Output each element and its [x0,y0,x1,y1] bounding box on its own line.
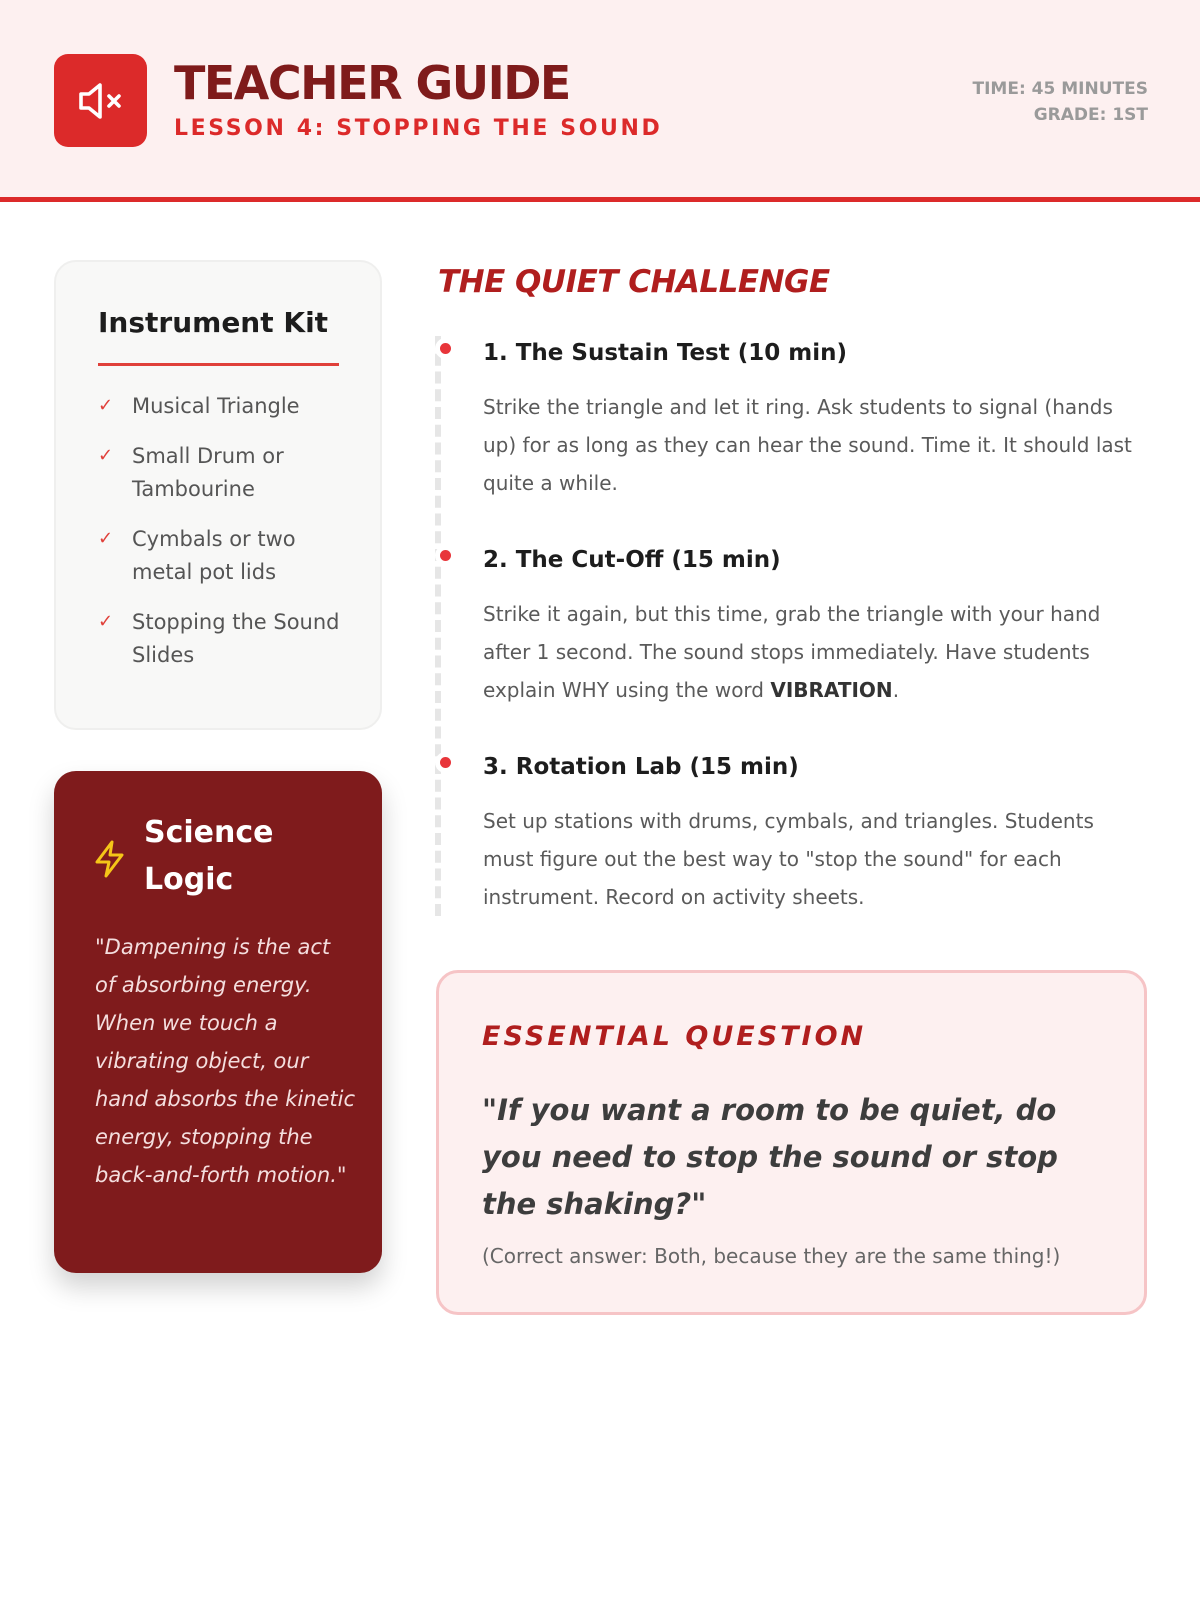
check-icon: ✓ [98,445,114,466]
timeline-dot [435,338,456,359]
essential-question-label: ESSENTIAL QUESTION [482,1021,867,1052]
check-icon: ✓ [98,395,114,416]
emphasis-word: VIBRATION [770,678,893,702]
logo [54,54,147,147]
step-body-text: Strike it again, but this time, grab the triangle with your hand after 1 second. The sound stops immediately. Have students explain WHY using the word [483,602,1101,702]
kit-item [98,523,348,589]
science-logic-card [54,771,382,1273]
lesson-subtitle: LESSON 4: STOPPING THE SOUND [174,116,663,141]
header [0,0,1200,202]
step-body: Strike the triangle and let it ring. Ask students to signal (hands up) for as long as they can hear the sound. Time it. It should last quite a while. [483,395,1132,495]
timeline-dot [435,545,456,566]
kit-divider [98,363,339,366]
step-body [483,595,1143,709]
instrument-kit-card [54,260,382,730]
essential-question-answer: (Correct answer: Both, because they are the same thing!) [482,1244,1061,1268]
page-title: TEACHER GUIDE [174,56,570,110]
grade-label: GRADE: 1ST [1033,105,1148,125]
science-logic-title: Science Logic [144,815,274,897]
kit-list [98,390,348,689]
step-title: 1. The Sustain Test (10 min) [483,340,848,366]
kit-item [98,440,348,506]
essential-question-text: "If you want a room to be quiet, do you need to stop the sound or stop the shaking?" [482,1093,1058,1221]
kit-item [98,606,348,672]
check-icon: ✓ [98,528,114,549]
kit-item-label: Small Drum or Tambourine [132,444,284,501]
check-icon: ✓ [98,611,114,632]
kit-title: Instrument Kit [98,306,329,339]
essential-question-card [436,970,1147,1315]
kit-item-label: Musical Triangle [132,394,300,418]
step-body-end: . [892,678,900,702]
step-body: Set up stations with drums, cymbals, and triangles. Students must figure out the best way to "stop the sound" for each instrument. Record on activity sheets. [483,809,1094,909]
time-label: TIME: 45 MINUTES [972,79,1148,99]
kit-item-label: Cymbals or two metal pot lids [132,527,296,584]
lightning-icon [92,839,128,879]
kit-item [98,390,348,423]
science-logic-quote: "Dampening is the act of absorbing energy. When we touch a vibrating object, our hand absorbs the kinetic energy, stopping the back-and-forth motion." [95,935,356,1187]
timeline-dot [435,752,456,773]
kit-item-label: Stopping the Sound Slides [132,610,340,667]
challenge-title: THE QUIET CHALLENGE [438,264,830,300]
lesson-meta [973,76,1148,128]
speaker-mute-icon [75,79,127,123]
timeline-line [435,336,441,916]
step-title: 3. Rotation Lab (15 min) [483,754,799,780]
step-title: 2. The Cut-Off (15 min) [483,547,781,573]
